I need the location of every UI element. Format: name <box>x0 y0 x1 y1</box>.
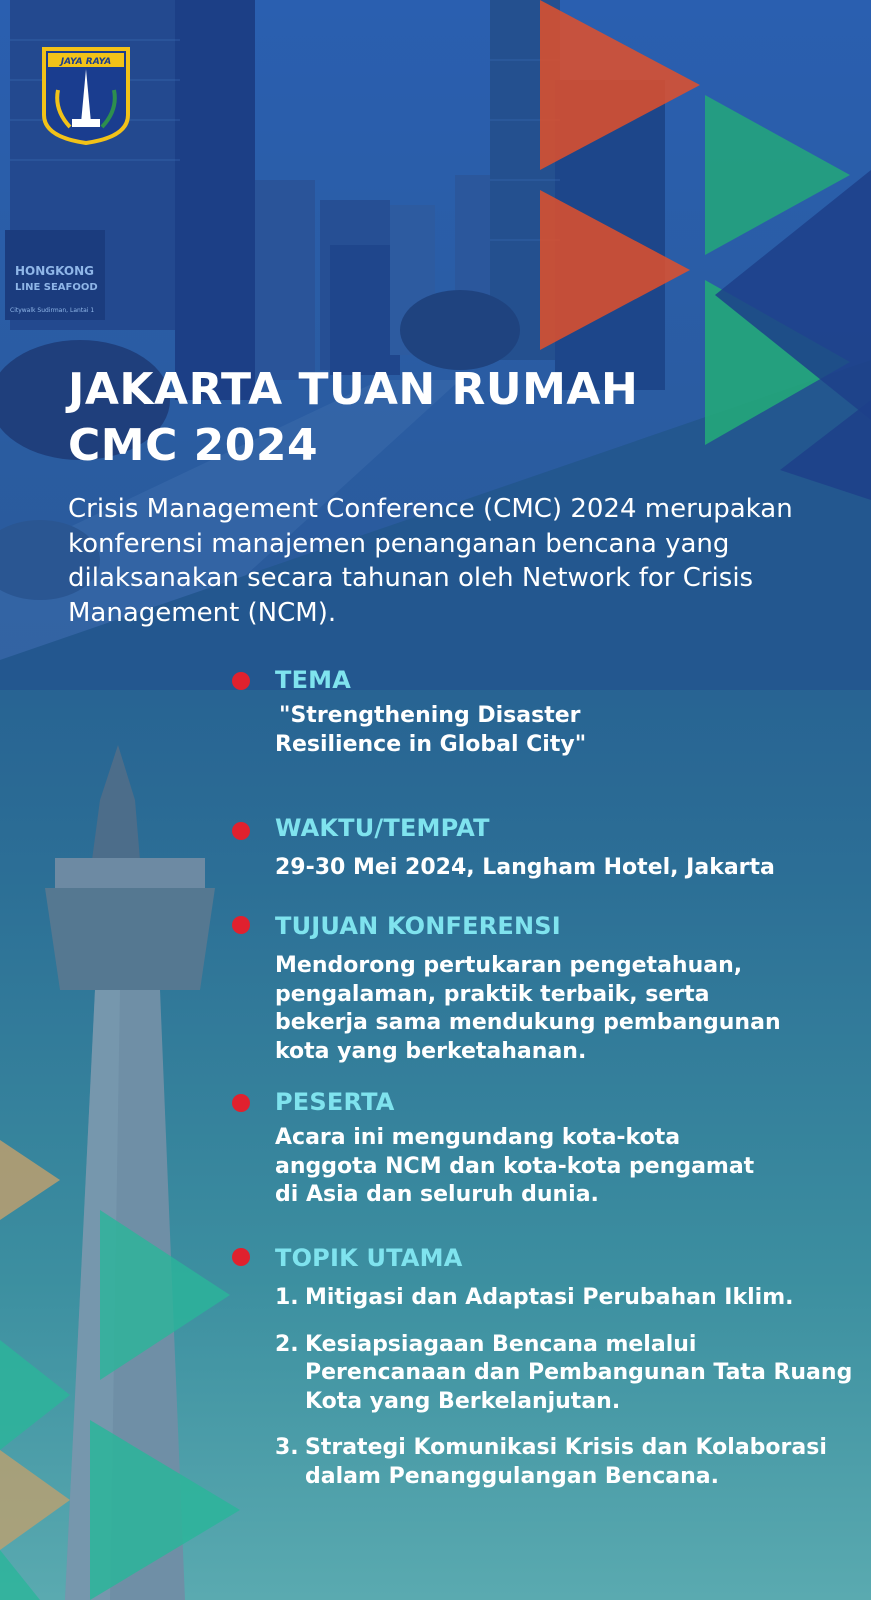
decorative-triangles-left <box>0 1130 260 1600</box>
list-item <box>275 1284 855 1313</box>
bullet-dot <box>232 822 250 840</box>
list-item-number: 1. <box>275 1285 299 1310</box>
billboard-line-2: LINE SEAFOOD <box>15 282 98 293</box>
section-title-peserta: PESERTA <box>275 1088 395 1116</box>
section-body-peserta: Acara ini mengundang kota-kota anggota NCM dan kota-kota pengamat di Asia dan seluruh dunia. <box>275 1125 755 1207</box>
list-item-number: 3. <box>275 1435 299 1460</box>
list-item-number: 2. <box>275 1331 299 1357</box>
billboard-line-1: HONGKONG <box>15 264 94 278</box>
section-body-tema <box>275 702 859 759</box>
section-title-tujuan: TUJUAN KONFERENSI <box>275 912 561 940</box>
topic-list <box>275 1284 855 1509</box>
page-title-line-1: JAKARTA TUAN RUMAH <box>68 364 639 415</box>
list-item-text: Strategi Komunikasi Krisis dan Kolaborasi dalam Penanggulangan Bencana. <box>305 1435 827 1489</box>
page-title <box>68 362 638 474</box>
section-title-topik: TOPIK UTAMA <box>275 1244 463 1272</box>
bullet-dot <box>232 1248 250 1266</box>
bullet-dot <box>232 916 250 934</box>
logo-text: JAYA RAYA <box>60 57 112 67</box>
list-item-text: Mitigasi dan Adaptasi Perubahan Iklim. <box>305 1285 794 1310</box>
section-body-waktu: 29-30 Mei 2024, Langham Hotel, Jakarta <box>275 855 775 880</box>
intro-paragraph: Crisis Management Conference (CMC) 2024 merupakan konferensi manajemen penanganan bencana yang dilaksanakan secara tahunan oleh Network for Crisis Management (NCM). <box>68 494 793 628</box>
list-item <box>275 1434 855 1491</box>
list-item-text: Kesiapsiagaan Bencana melalui Perencanaan dan Pembangunan Tata Ruang Kota yang Berkelanjutan. <box>305 1331 853 1414</box>
bullet-dot <box>232 1094 250 1112</box>
tema-line-2: Resilience in Global City" <box>275 731 587 757</box>
section-body-tujuan: Mendorong pertukaran pengetahuan, pengalaman, praktik terbaik, serta bekerja sama mendukung pembangunan kota yang berketahanan. <box>275 953 781 1064</box>
billboard-line-3: Citywalk Sudirman, Lantai 1 <box>10 307 95 314</box>
jakarta-emblem-icon <box>40 45 132 145</box>
list-item <box>275 1331 855 1417</box>
page-title-line-2: CMC 2024 <box>68 420 319 471</box>
tema-line-1: "Strengthening Disaster <box>279 703 581 728</box>
section-title-waktu: WAKTU/TEMPAT <box>275 814 490 842</box>
bullet-dot <box>232 672 250 690</box>
section-title-tema: TEMA <box>275 666 352 694</box>
